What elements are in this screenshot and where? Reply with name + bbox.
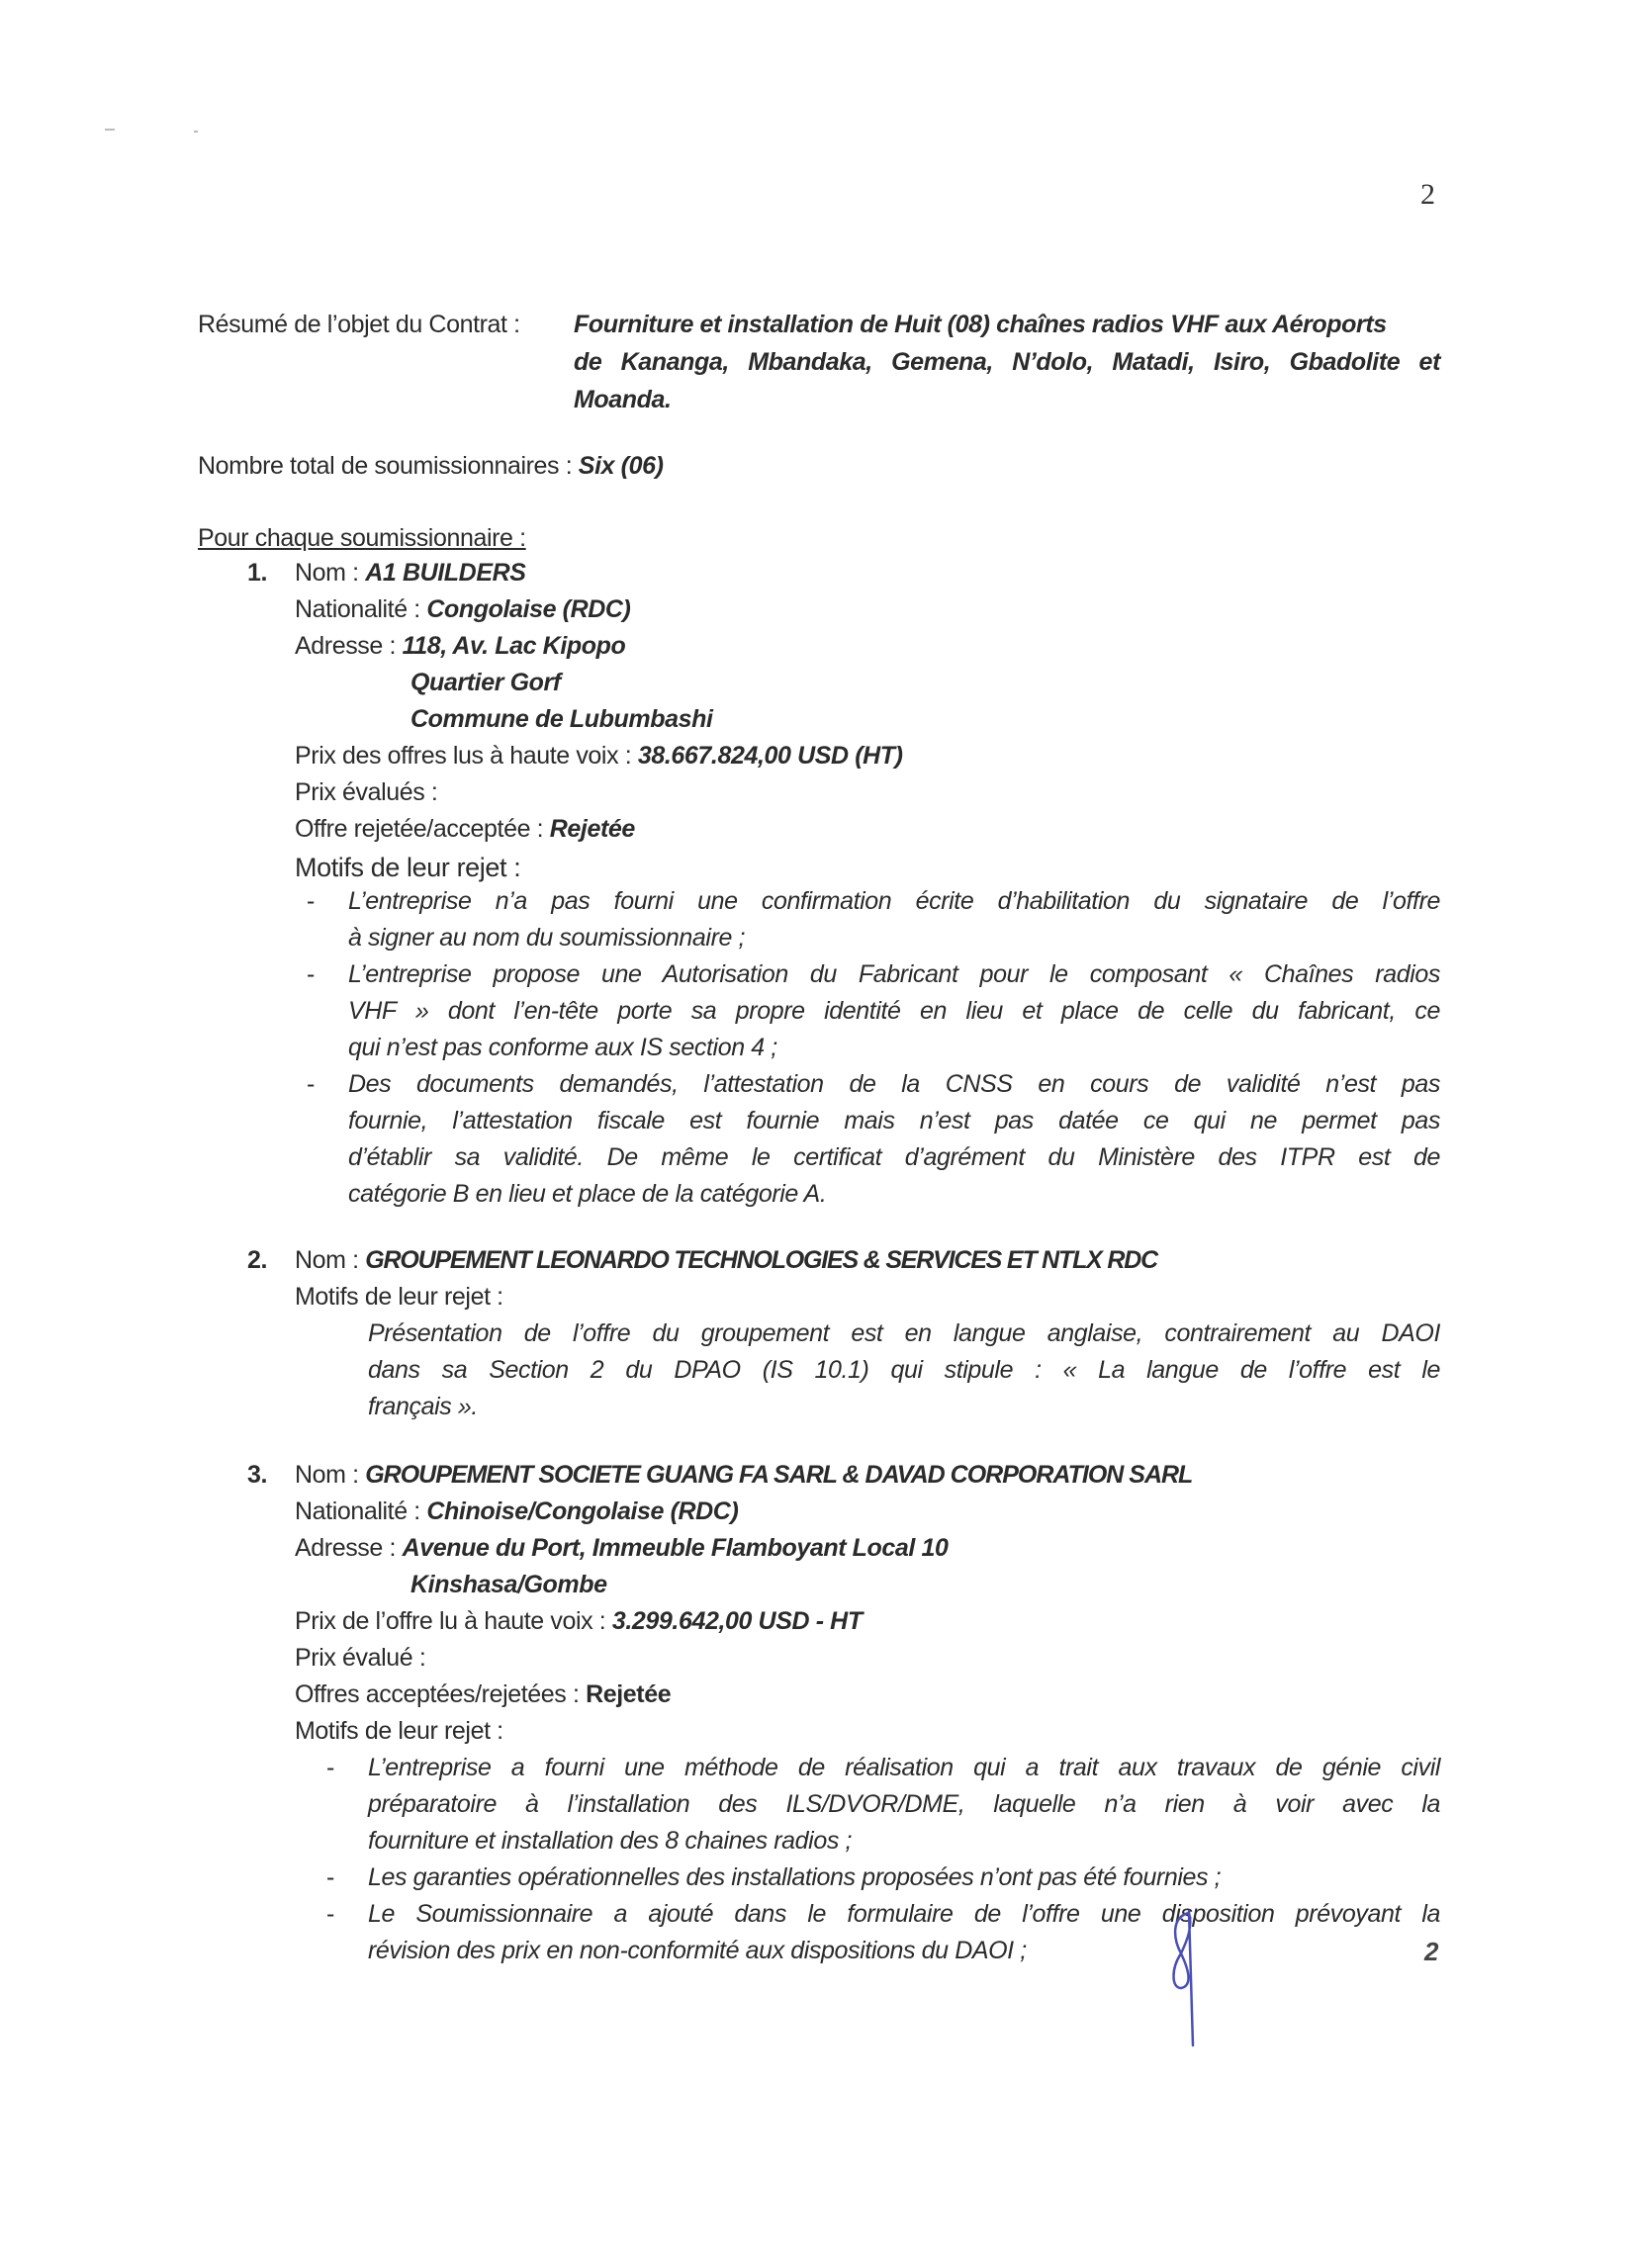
bullet-dash: - (307, 887, 316, 915)
bullet-dash: - (326, 1863, 335, 1891)
bidder-3-status-row (295, 1678, 671, 1710)
contract-summary-line-3: Moanda. (574, 386, 672, 413)
bidder-1-reason-3-line-2: fournie, l’attestation fiscale est fournie mais n’est pas datée ce qui ne permet pas (348, 1107, 1440, 1134)
name-label: Nom : (295, 1246, 359, 1274)
bidder-2-reason-line-2: dans sa Section 2 du DPAO (IS 10.1) qui stipule : « La langue de l’offre est le (368, 1356, 1440, 1384)
contract-summary-label: Résumé de l’objet du Contrat : (198, 311, 520, 338)
bidder-2-name: GROUPEMENT LEONARDO TECHNOLOGIES & SERVICES ET NTLX RDC (365, 1246, 1157, 1274)
bullet-dash: - (326, 1754, 335, 1781)
bidder-2-number: 2. (247, 1246, 268, 1274)
name-label: Nom : (295, 1461, 359, 1489)
bidder-3-price: 3.299.642,00 USD - HT (611, 1607, 863, 1635)
bidders-count-label: Nombre total de soumissionnaires : (198, 452, 573, 480)
bidder-1-address-row (295, 630, 625, 662)
bidder-1-reason-3-line-4: catégorie B en lieu et place de la catégorie A. (348, 1180, 827, 1208)
bidder-3-nationality-row (295, 1496, 738, 1527)
bullet-dash: - (307, 1070, 316, 1098)
per-bidder-heading: Pour chaque soumissionnaire : (198, 524, 526, 552)
handwritten-initials-icon (1167, 1909, 1207, 2047)
bidders-count-value: Six (06) (578, 452, 664, 480)
bidder-2-name-row (295, 1244, 1157, 1276)
bidder-3-address-line-1: Avenue du Port, Immeuble Flamboyant Local 10 (402, 1534, 949, 1562)
bidder-1-reasons-label: Motifs de leur rejet : (295, 853, 521, 882)
status-label: Offres acceptées/rejetées : (295, 1680, 580, 1708)
contract-summary-line-2: de Kananga, Mbandaka, Gemena, N’dolo, Matadi, Isiro, Gbadolite et (574, 348, 1440, 376)
scan-artifacts (99, 127, 218, 146)
bidder-3-reason-3-line-2: révision des prix en non-conformité aux dispositions du DAOI ; (368, 1937, 1027, 1964)
bidder-3-reason-1-line-1: L’entreprise a fourni une méthode de réalisation qui a trait aux travaux de génie civil (368, 1754, 1440, 1781)
bidder-1-reason-3-line-1: Des documents demandés, l’attestation de la CNSS en cours de validité n’est pas (348, 1070, 1440, 1098)
name-label: Nom : (295, 559, 359, 587)
nationality-label: Nationalité : (295, 1497, 420, 1525)
bidder-3-reason-3-line-1: Le Soumissionnaire a ajouté dans le formulaire de l’offre une disposition prévoyant la (368, 1900, 1440, 1928)
bidder-3-reason-1-line-2: préparatoire à l’installation des ILS/DVOR/DME, laquelle n’a rien à voir avec la (368, 1790, 1440, 1818)
price-label: Prix des offres lus à haute voix : (295, 742, 632, 770)
bidder-3-evaluated-label: Prix évalué : (295, 1644, 426, 1672)
address-label: Adresse : (295, 632, 397, 660)
bidder-3-name: GROUPEMENT SOCIETE GUANG FA SARL & DAVAD CORPORATION SARL (365, 1461, 1193, 1489)
bidder-1-nationality-row (295, 593, 630, 625)
bidder-3-reason-2-line-1: Les garanties opérationnelles des installations proposées n’ont pas été fournies ; (368, 1863, 1222, 1891)
bidder-3-reasons-label: Motifs de leur rejet : (295, 1717, 503, 1745)
bidder-3-address-line-2: Kinshasa/Gombe (410, 1571, 607, 1598)
bidder-3-nationality: Chinoise/Congolaise (RDC) (426, 1497, 739, 1525)
address-label: Adresse : (295, 1534, 397, 1562)
nationality-label: Nationalité : (295, 595, 420, 623)
price-label: Prix de l’offre lu à haute voix : (295, 1607, 606, 1635)
bidder-1-status: Rejetée (549, 815, 635, 843)
bidder-2-reasons-label: Motifs de leur rejet : (295, 1283, 503, 1311)
bidder-1-address-line-3: Commune de Lubumbashi (410, 705, 713, 733)
bidder-1-reason-2-line-1: L’entreprise propose une Autorisation du Fabricant pour le composant « Chaînes radios (348, 960, 1440, 988)
page-number-top: 2 (1420, 178, 1435, 211)
status-label: Offre rejetée/acceptée : (295, 815, 544, 843)
bidder-1-reason-2-line-2: VHF » dont l’en-tête porte sa propre identité en lieu et place de celle du fabricant, ce (348, 997, 1440, 1025)
bidder-3-reason-1-line-3: fourniture et installation des 8 chaines radios ; (368, 1827, 853, 1855)
contract-summary-line-1: Fourniture et installation de Huit (08) chaînes radios VHF aux Aéroports (574, 311, 1387, 338)
bidder-1-price-row (295, 740, 903, 771)
bidder-1-nationality: Congolaise (RDC) (426, 595, 631, 623)
bidder-1-status-row (295, 813, 635, 845)
bidder-1-reason-1-line-1: L’entreprise n’a pas fourni une confirmation écrite d’habilitation du signataire de l’offre (348, 887, 1440, 915)
bidder-3-number: 3. (247, 1461, 268, 1489)
bidder-1-name: A1 BUILDERS (365, 559, 526, 587)
bidder-1-reason-3-line-3: d’établir sa validité. De même le certificat d’agrément du Ministère des ITPR est de (348, 1143, 1440, 1171)
bidder-1-address-line-2: Quartier Gorf (410, 669, 561, 696)
bidder-1-name-row (295, 557, 526, 589)
page-number-bottom: 2 (1424, 1937, 1439, 1966)
bullet-dash: - (326, 1900, 335, 1928)
bidder-1-evaluated-label: Prix évalués : (295, 778, 438, 806)
bidder-1-reason-1-line-2: à signer au nom du soumissionnaire ; (348, 924, 746, 952)
bidder-3-name-row (295, 1459, 1192, 1491)
bullet-dash: - (307, 960, 316, 988)
bidder-1-number: 1. (247, 559, 268, 587)
bidder-1-price: 38.667.824,00 USD (HT) (637, 742, 903, 770)
bidder-1-address-line-1: 118, Av. Lac Kipopo (402, 632, 626, 660)
bidders-count (198, 450, 664, 482)
bidder-3-address-row (295, 1532, 949, 1564)
bidder-3-price-row (295, 1605, 863, 1637)
bidder-2-reason-line-1: Présentation de l’offre du groupement est en langue anglaise, contrairement au DAOI (368, 1319, 1440, 1347)
bidder-1-reason-2-line-3: qui n’est pas conforme aux IS section 4 ; (348, 1034, 777, 1061)
bidder-3-status: Rejetée (586, 1680, 672, 1708)
bidder-2-reason-line-3: français ». (368, 1393, 478, 1420)
